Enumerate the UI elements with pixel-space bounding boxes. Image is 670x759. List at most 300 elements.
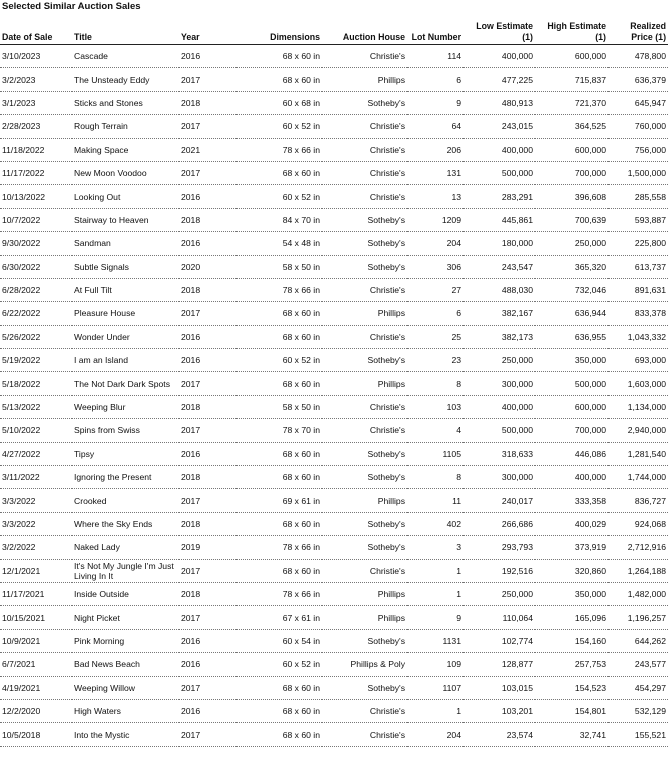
cell-high-estimate: 364,525 [535, 115, 608, 138]
cell-date-of-sale: 10/15/2021 [0, 606, 72, 629]
cell-auction-house: Sotheby's [322, 232, 407, 255]
table-row [0, 232, 668, 255]
cell-lot-number: 114 [407, 45, 463, 68]
cell-low-estimate: 266,686 [463, 512, 535, 535]
cell-high-estimate: 636,944 [535, 302, 608, 325]
cell-lot-number: 204 [407, 723, 463, 746]
table-row [0, 278, 668, 301]
cell-realized-price: 645,947 [608, 91, 668, 114]
cell-realized-price: 285,558 [608, 185, 668, 208]
cell-date-of-sale: 10/9/2021 [0, 629, 72, 652]
cell-dimensions: 68 x 60 in [236, 325, 322, 348]
cell-dimensions: 60 x 52 in [236, 349, 322, 372]
cell-lot-number: 13 [407, 185, 463, 208]
cell-year: 2020 [179, 255, 236, 278]
cell-auction-house: Sotheby's [322, 629, 407, 652]
cell-dimensions: 60 x 54 in [236, 629, 322, 652]
cell-title: Spins from Swiss [72, 419, 179, 442]
cell-dimensions: 78 x 66 in [236, 582, 322, 605]
cell-date-of-sale: 5/26/2022 [0, 325, 72, 348]
table-row [0, 45, 668, 68]
cell-realized-price: 1,196,257 [608, 606, 668, 629]
table-row [0, 559, 668, 582]
cell-date-of-sale: 3/2/2022 [0, 536, 72, 559]
cell-low-estimate: 250,000 [463, 582, 535, 605]
table-row [0, 489, 668, 512]
table-row [0, 395, 668, 418]
cell-lot-number: 6 [407, 302, 463, 325]
cell-high-estimate: 446,086 [535, 442, 608, 465]
cell-date-of-sale: 5/18/2022 [0, 372, 72, 395]
cell-high-estimate: 400,029 [535, 512, 608, 535]
cell-realized-price: 1,500,000 [608, 161, 668, 184]
cell-low-estimate: 102,774 [463, 629, 535, 652]
cell-auction-house: Phillips [322, 372, 407, 395]
cell-title: Tipsy [72, 442, 179, 465]
cell-dimensions: 58 x 50 in [236, 395, 322, 418]
cell-dimensions: 68 x 60 in [236, 372, 322, 395]
cell-year: 2016 [179, 629, 236, 652]
cell-auction-house: Christie's [322, 559, 407, 582]
cell-year: 2016 [179, 349, 236, 372]
cell-realized-price: 243,577 [608, 653, 668, 676]
cell-title: Weeping Willow [72, 676, 179, 699]
cell-title: Sandman [72, 232, 179, 255]
cell-low-estimate: 250,000 [463, 349, 535, 372]
cell-high-estimate: 600,000 [535, 45, 608, 68]
cell-auction-house: Phillips [322, 489, 407, 512]
cell-low-estimate: 400,000 [463, 138, 535, 161]
cell-date-of-sale: 3/1/2023 [0, 91, 72, 114]
cell-dimensions: 68 x 60 in [236, 699, 322, 722]
auction-sales-table [0, 12, 668, 747]
cell-date-of-sale: 10/13/2022 [0, 185, 72, 208]
cell-low-estimate: 243,547 [463, 255, 535, 278]
cell-date-of-sale: 11/17/2022 [0, 161, 72, 184]
cell-realized-price: 636,379 [608, 68, 668, 91]
cell-dimensions: 78 x 70 in [236, 419, 322, 442]
table-row [0, 255, 668, 278]
cell-year: 2017 [179, 606, 236, 629]
cell-auction-house: Christie's [322, 325, 407, 348]
cell-lot-number: 1 [407, 699, 463, 722]
cell-high-estimate: 400,000 [535, 466, 608, 489]
cell-low-estimate: 382,167 [463, 302, 535, 325]
cell-dimensions: 68 x 60 in [236, 302, 322, 325]
cell-dimensions: 68 x 60 in [236, 512, 322, 535]
cell-title: Wonder Under [72, 325, 179, 348]
cell-high-estimate: 350,000 [535, 582, 608, 605]
table-row [0, 442, 668, 465]
cell-high-estimate: 320,860 [535, 559, 608, 582]
cell-dimensions: 54 x 48 in [236, 232, 322, 255]
cell-dimensions: 78 x 66 in [236, 138, 322, 161]
cell-realized-price: 836,727 [608, 489, 668, 512]
cell-title: Night Picket [72, 606, 179, 629]
cell-realized-price: 1,264,188 [608, 559, 668, 582]
cell-lot-number: 23 [407, 349, 463, 372]
cell-date-of-sale: 2/28/2023 [0, 115, 72, 138]
cell-lot-number: 131 [407, 161, 463, 184]
cell-auction-house: Christie's [322, 138, 407, 161]
cell-year: 2017 [179, 419, 236, 442]
cell-lot-number: 4 [407, 419, 463, 442]
cell-year: 2017 [179, 161, 236, 184]
cell-lot-number: 3 [407, 536, 463, 559]
cell-year: 2017 [179, 676, 236, 699]
cell-low-estimate: 382,173 [463, 325, 535, 348]
cell-title: I am an Island [72, 349, 179, 372]
column-header-high-estimate: High Estimate (1) [535, 12, 608, 45]
cell-date-of-sale: 6/30/2022 [0, 255, 72, 278]
cell-title: Ignoring the Present [72, 466, 179, 489]
column-header-title: Title [72, 12, 179, 45]
cell-high-estimate: 600,000 [535, 138, 608, 161]
table-header [0, 12, 668, 45]
cell-realized-price: 1,281,540 [608, 442, 668, 465]
cell-dimensions: 58 x 50 in [236, 255, 322, 278]
cell-low-estimate: 103,201 [463, 699, 535, 722]
cell-year: 2017 [179, 489, 236, 512]
cell-low-estimate: 480,913 [463, 91, 535, 114]
cell-title: Where the Sky Ends [72, 512, 179, 535]
cell-date-of-sale: 12/2/2020 [0, 699, 72, 722]
cell-title: Cascade [72, 45, 179, 68]
cell-high-estimate: 700,000 [535, 419, 608, 442]
table-row [0, 699, 668, 722]
cell-year: 2018 [179, 395, 236, 418]
cell-dimensions: 84 x 70 in [236, 208, 322, 231]
cell-lot-number: 1131 [407, 629, 463, 652]
cell-high-estimate: 365,320 [535, 255, 608, 278]
table-row [0, 185, 668, 208]
cell-year: 2017 [179, 559, 236, 582]
cell-realized-price: 1,134,000 [608, 395, 668, 418]
cell-lot-number: 9 [407, 91, 463, 114]
cell-auction-house: Sotheby's [322, 512, 407, 535]
cell-auction-house: Christie's [322, 723, 407, 746]
cell-title: The Not Dark Dark Spots [72, 372, 179, 395]
cell-year: 2018 [179, 512, 236, 535]
cell-realized-price: 454,297 [608, 676, 668, 699]
cell-auction-house: Christie's [322, 161, 407, 184]
cell-lot-number: 1209 [407, 208, 463, 231]
cell-year: 2016 [179, 699, 236, 722]
cell-dimensions: 68 x 60 in [236, 45, 322, 68]
cell-realized-price: 924,068 [608, 512, 668, 535]
cell-date-of-sale: 5/13/2022 [0, 395, 72, 418]
cell-year: 2017 [179, 302, 236, 325]
cell-year: 2019 [179, 536, 236, 559]
cell-high-estimate: 396,608 [535, 185, 608, 208]
cell-auction-house: Sotheby's [322, 536, 407, 559]
cell-high-estimate: 154,160 [535, 629, 608, 652]
cell-realized-price: 1,043,332 [608, 325, 668, 348]
cell-dimensions: 78 x 66 in [236, 536, 322, 559]
cell-low-estimate: 103,015 [463, 676, 535, 699]
cell-auction-house: Christie's [322, 419, 407, 442]
cell-year: 2016 [179, 442, 236, 465]
cell-dimensions: 78 x 66 in [236, 278, 322, 301]
cell-date-of-sale: 6/7/2021 [0, 653, 72, 676]
cell-lot-number: 27 [407, 278, 463, 301]
cell-low-estimate: 110,064 [463, 606, 535, 629]
cell-lot-number: 306 [407, 255, 463, 278]
cell-high-estimate: 715,837 [535, 68, 608, 91]
cell-year: 2018 [179, 208, 236, 231]
cell-low-estimate: 400,000 [463, 395, 535, 418]
cell-date-of-sale: 4/19/2021 [0, 676, 72, 699]
cell-low-estimate: 283,291 [463, 185, 535, 208]
cell-year: 2018 [179, 582, 236, 605]
cell-auction-house: Sotheby's [322, 349, 407, 372]
cell-realized-price: 756,000 [608, 138, 668, 161]
cell-high-estimate: 154,523 [535, 676, 608, 699]
cell-low-estimate: 477,225 [463, 68, 535, 91]
cell-high-estimate: 32,741 [535, 723, 608, 746]
cell-dimensions: 68 x 60 in [236, 723, 322, 746]
table-row [0, 629, 668, 652]
cell-lot-number: 204 [407, 232, 463, 255]
cell-low-estimate: 243,015 [463, 115, 535, 138]
cell-high-estimate: 700,639 [535, 208, 608, 231]
table-row [0, 208, 668, 231]
cell-year: 2016 [179, 185, 236, 208]
cell-low-estimate: 240,017 [463, 489, 535, 512]
cell-title: Weeping Blur [72, 395, 179, 418]
cell-realized-price: 693,000 [608, 349, 668, 372]
cell-high-estimate: 721,370 [535, 91, 608, 114]
cell-realized-price: 593,887 [608, 208, 668, 231]
header-row [0, 12, 668, 45]
cell-high-estimate: 373,919 [535, 536, 608, 559]
cell-dimensions: 60 x 68 in [236, 91, 322, 114]
table-row [0, 676, 668, 699]
cell-auction-house: Christie's [322, 278, 407, 301]
cell-dimensions: 68 x 60 in [236, 161, 322, 184]
cell-auction-house: Phillips [322, 606, 407, 629]
cell-auction-house: Sotheby's [322, 255, 407, 278]
cell-lot-number: 1107 [407, 676, 463, 699]
cell-date-of-sale: 3/2/2023 [0, 68, 72, 91]
table-row [0, 606, 668, 629]
table-row [0, 138, 668, 161]
cell-realized-price: 225,800 [608, 232, 668, 255]
cell-low-estimate: 300,000 [463, 372, 535, 395]
cell-year: 2016 [179, 45, 236, 68]
table-row [0, 349, 668, 372]
table-row [0, 653, 668, 676]
cell-lot-number: 402 [407, 512, 463, 535]
cell-date-of-sale: 3/10/2023 [0, 45, 72, 68]
cell-high-estimate: 333,358 [535, 489, 608, 512]
cell-date-of-sale: 3/3/2022 [0, 489, 72, 512]
column-header-date-of-sale: Date of Sale [0, 12, 72, 45]
table-row [0, 723, 668, 746]
cell-date-of-sale: 4/27/2022 [0, 442, 72, 465]
cell-high-estimate: 165,096 [535, 606, 608, 629]
cell-dimensions: 68 x 60 in [236, 559, 322, 582]
column-header-lot-number: Lot Number [407, 12, 463, 45]
cell-auction-house: Sotheby's [322, 91, 407, 114]
cell-title: Inside Outside [72, 582, 179, 605]
cell-low-estimate: 445,861 [463, 208, 535, 231]
cell-lot-number: 8 [407, 372, 463, 395]
cell-high-estimate: 250,000 [535, 232, 608, 255]
cell-year: 2017 [179, 68, 236, 91]
cell-auction-house: Christie's [322, 115, 407, 138]
cell-realized-price: 613,737 [608, 255, 668, 278]
cell-title: Rough Terrain [72, 115, 179, 138]
cell-realized-price: 833,378 [608, 302, 668, 325]
cell-year: 2017 [179, 115, 236, 138]
cell-year: 2016 [179, 232, 236, 255]
table-row [0, 536, 668, 559]
cell-high-estimate: 257,753 [535, 653, 608, 676]
cell-title: Pleasure House [72, 302, 179, 325]
cell-dimensions: 60 x 52 in [236, 653, 322, 676]
cell-date-of-sale: 5/19/2022 [0, 349, 72, 372]
cell-auction-house: Phillips [322, 582, 407, 605]
cell-auction-house: Phillips & Poly [322, 653, 407, 676]
cell-lot-number: 1 [407, 582, 463, 605]
column-header-low-estimate: Low Estimate (1) [463, 12, 535, 45]
cell-auction-house: Sotheby's [322, 466, 407, 489]
table-row [0, 512, 668, 535]
table-row [0, 582, 668, 605]
table-row [0, 325, 668, 348]
cell-dimensions: 69 x 61 in [236, 489, 322, 512]
cell-realized-price: 891,631 [608, 278, 668, 301]
cell-year: 2018 [179, 466, 236, 489]
table-row [0, 161, 668, 184]
cell-title: At Full Tilt [72, 278, 179, 301]
column-header-dimensions: Dimensions [236, 12, 322, 45]
cell-realized-price: 1,744,000 [608, 466, 668, 489]
cell-lot-number: 25 [407, 325, 463, 348]
table-row [0, 302, 668, 325]
cell-date-of-sale: 10/7/2022 [0, 208, 72, 231]
table-row [0, 419, 668, 442]
table-row [0, 466, 668, 489]
cell-auction-house: Christie's [322, 185, 407, 208]
cell-title: Crooked [72, 489, 179, 512]
cell-title: Stairway to Heaven [72, 208, 179, 231]
cell-low-estimate: 180,000 [463, 232, 535, 255]
cell-low-estimate: 500,000 [463, 161, 535, 184]
cell-date-of-sale: 6/28/2022 [0, 278, 72, 301]
cell-title: New Moon Voodoo [72, 161, 179, 184]
cell-lot-number: 9 [407, 606, 463, 629]
cell-dimensions: 68 x 60 in [236, 68, 322, 91]
cell-year: 2018 [179, 278, 236, 301]
cell-auction-house: Phillips [322, 68, 407, 91]
cell-date-of-sale: 3/3/2022 [0, 512, 72, 535]
cell-auction-house: Sotheby's [322, 442, 407, 465]
cell-auction-house: Sotheby's [322, 208, 407, 231]
cell-realized-price: 644,262 [608, 629, 668, 652]
cell-low-estimate: 318,633 [463, 442, 535, 465]
cell-low-estimate: 293,793 [463, 536, 535, 559]
cell-lot-number: 206 [407, 138, 463, 161]
cell-title: Sticks and Stones [72, 91, 179, 114]
cell-lot-number: 1 [407, 559, 463, 582]
cell-dimensions: 67 x 61 in [236, 606, 322, 629]
cell-realized-price: 2,712,916 [608, 536, 668, 559]
table-row [0, 91, 668, 114]
cell-low-estimate: 300,000 [463, 466, 535, 489]
table-row [0, 68, 668, 91]
cell-high-estimate: 500,000 [535, 372, 608, 395]
cell-low-estimate: 128,877 [463, 653, 535, 676]
cell-dimensions: 60 x 52 in [236, 185, 322, 208]
cell-auction-house: Phillips [322, 302, 407, 325]
cell-title: Pink Morning [72, 629, 179, 652]
cell-realized-price: 1,603,000 [608, 372, 668, 395]
cell-low-estimate: 192,516 [463, 559, 535, 582]
cell-date-of-sale: 5/10/2022 [0, 419, 72, 442]
cell-lot-number: 109 [407, 653, 463, 676]
cell-year: 2017 [179, 723, 236, 746]
cell-realized-price: 760,000 [608, 115, 668, 138]
cell-dimensions: 68 x 60 in [236, 676, 322, 699]
table-body [0, 45, 668, 747]
cell-low-estimate: 500,000 [463, 419, 535, 442]
cell-year: 2016 [179, 325, 236, 348]
cell-auction-house: Christie's [322, 699, 407, 722]
cell-lot-number: 8 [407, 466, 463, 489]
cell-date-of-sale: 9/30/2022 [0, 232, 72, 255]
cell-realized-price: 2,940,000 [608, 419, 668, 442]
cell-high-estimate: 350,000 [535, 349, 608, 372]
cell-auction-house: Christie's [322, 45, 407, 68]
table-title: Selected Similar Auction Sales [2, 1, 141, 12]
cell-date-of-sale: 6/22/2022 [0, 302, 72, 325]
cell-lot-number: 11 [407, 489, 463, 512]
cell-date-of-sale: 11/18/2022 [0, 138, 72, 161]
cell-title: Naked Lady [72, 536, 179, 559]
table-row [0, 115, 668, 138]
cell-lot-number: 1105 [407, 442, 463, 465]
cell-title: It's Not My Jungle I'm Just Living In It [72, 559, 179, 582]
cell-high-estimate: 154,801 [535, 699, 608, 722]
cell-date-of-sale: 12/1/2021 [0, 559, 72, 582]
cell-dimensions: 60 x 52 in [236, 115, 322, 138]
cell-year: 2018 [179, 91, 236, 114]
cell-realized-price: 155,521 [608, 723, 668, 746]
cell-title: Making Space [72, 138, 179, 161]
cell-lot-number: 103 [407, 395, 463, 418]
cell-title: Looking Out [72, 185, 179, 208]
cell-low-estimate: 488,030 [463, 278, 535, 301]
cell-realized-price: 478,800 [608, 45, 668, 68]
cell-realized-price: 532,129 [608, 699, 668, 722]
column-header-auction-house: Auction House [322, 12, 407, 45]
cell-lot-number: 64 [407, 115, 463, 138]
cell-date-of-sale: 3/11/2022 [0, 466, 72, 489]
cell-title: The Unsteady Eddy [72, 68, 179, 91]
cell-title: High Waters [72, 699, 179, 722]
cell-dimensions: 68 x 60 in [236, 466, 322, 489]
cell-low-estimate: 400,000 [463, 45, 535, 68]
cell-title: Bad News Beach [72, 653, 179, 676]
cell-high-estimate: 600,000 [535, 395, 608, 418]
cell-auction-house: Christie's [322, 395, 407, 418]
cell-high-estimate: 700,000 [535, 161, 608, 184]
cell-title: Subtle Signals [72, 255, 179, 278]
table-row [0, 372, 668, 395]
cell-high-estimate: 636,955 [535, 325, 608, 348]
